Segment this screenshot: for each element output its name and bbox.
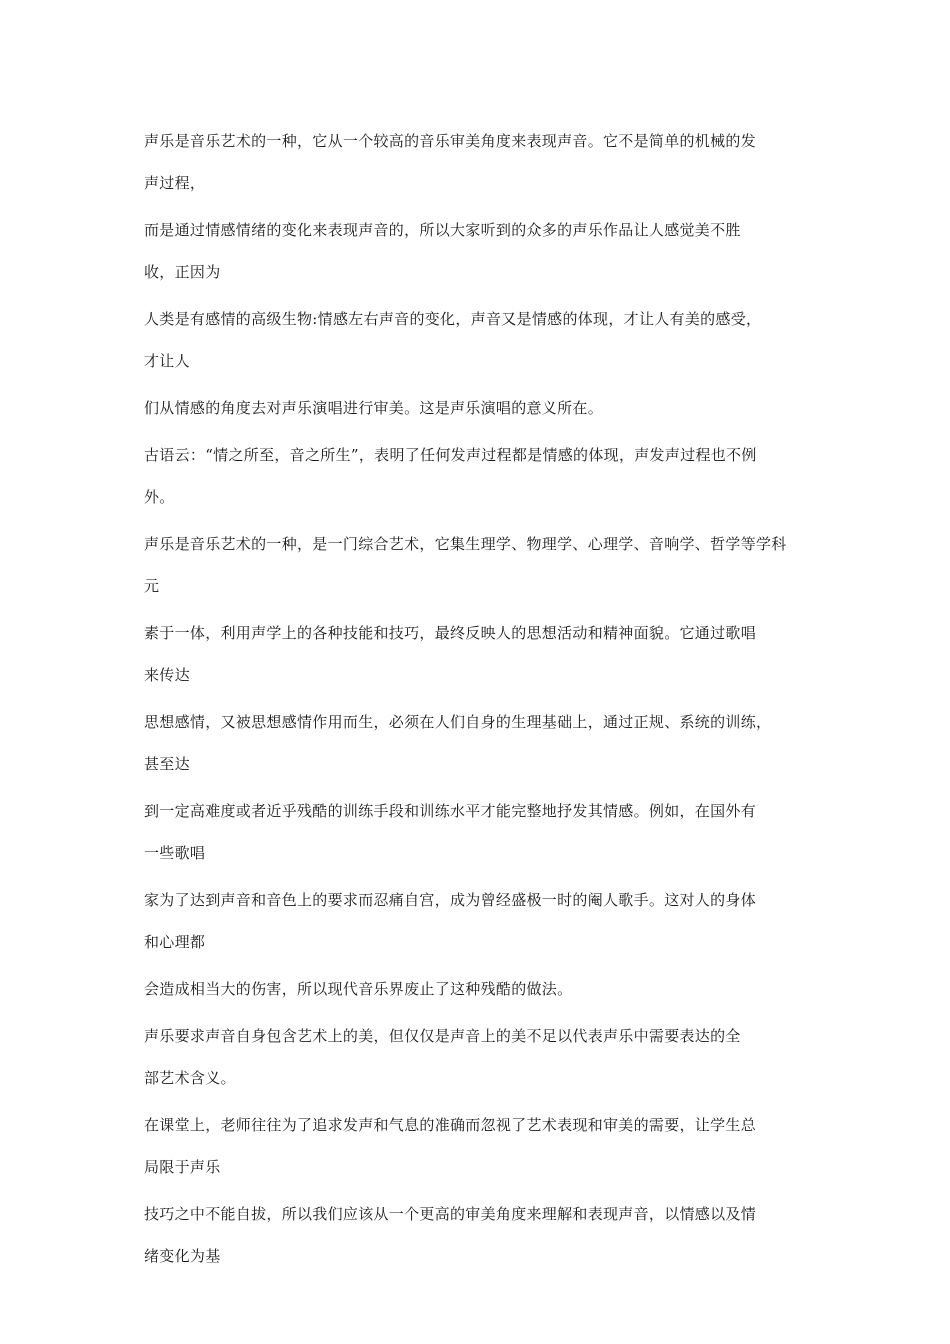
text-line: 甚至达 [144, 755, 190, 773]
text-line: 会造成相当大的伤害，所以现代音乐界废止了这种残酷的做法。 [144, 980, 573, 998]
paragraph [144, 523, 810, 607]
paragraph [144, 298, 810, 382]
paragraph [144, 612, 810, 696]
text-line: 技巧之中不能自拔，所以我们应该从一个更高的审美角度来理解和表现声音，以情感以及情 [144, 1205, 757, 1223]
paragraph [144, 968, 810, 1010]
text-line: 外。 [144, 488, 175, 506]
text-line: 局限于声乐 [144, 1158, 221, 1176]
paragraph [144, 209, 810, 293]
text-line: 收，正因为 [144, 263, 221, 281]
text-line: 声乐是音乐艺术的一种，它从一个较高的音乐审美角度来表现声音。它不是简单的机械的发 [144, 132, 757, 150]
text-line: 在课堂上，老师往往为了追求发声和气息的准确而忽视了艺术表现和审美的需要，让学生总 [144, 1116, 757, 1134]
text-line: 声乐是音乐艺术的一种，是一门综合艺术，它集生理学、物理学、心理学、音响学、哲学等学科 [144, 535, 787, 553]
paragraph [144, 701, 810, 785]
text-line: 素于一体，利用声学上的各种技能和技巧，最终反映人的思想活动和精神面貌。它通过歌唱 [144, 624, 757, 642]
text-line: 元 [144, 577, 160, 595]
text-line: 才让人 [144, 352, 190, 370]
text-line: 们从情感的角度去对声乐演唱进行审美。这是声乐演唱的意义所在。 [144, 399, 604, 417]
text-line: 而是通过情感情绪的变化来表现声音的，所以大家听到的众多的声乐作品让人感觉美不胜 [144, 221, 741, 239]
text-line: 思想感情，又被思想感情作用而生，必须在人们自身的生理基础上，通过正规、系统的训练， [144, 713, 772, 731]
text-line: 古语云：“情之所至，音之所生”，表明了任何发声过程都是情感的体现，声发声过程也不例 [144, 446, 757, 464]
text-line: 一些歌唱 [144, 844, 206, 862]
text-line: 声过程， [144, 174, 206, 192]
paragraph [144, 120, 810, 204]
text-line: 部艺术含义。 [144, 1069, 236, 1087]
text-line: 到一定高难度或者近乎残酷的训练手段和训练水平才能完整地抒发其情感。例如，在国外有 [144, 802, 757, 820]
paragraph [144, 790, 810, 874]
paragraph [144, 434, 810, 518]
text-line: 家为了达到声音和音色上的要求而忍痛自宫，成为曾经盛极一时的阉人歌手。这对人的身体 [144, 891, 757, 909]
text-line: 来传达 [144, 666, 190, 684]
paragraph [144, 1015, 810, 1099]
text-line: 人类是有感情的高级生物:情感左右声音的变化，声音又是情感的体现，才让人有美的感受， [144, 310, 762, 328]
paragraph [144, 1104, 810, 1188]
paragraph [144, 387, 810, 429]
text-line: 和心理都 [144, 933, 206, 951]
paragraph [144, 1193, 810, 1277]
paragraph [144, 879, 810, 963]
text-line: 绪变化为基 [144, 1247, 221, 1265]
text-line: 声乐要求声音自身包含艺术上的美，但仅仅是声音上的美不足以代表声乐中需要表达的全 [144, 1027, 741, 1045]
document-body [144, 120, 810, 1282]
